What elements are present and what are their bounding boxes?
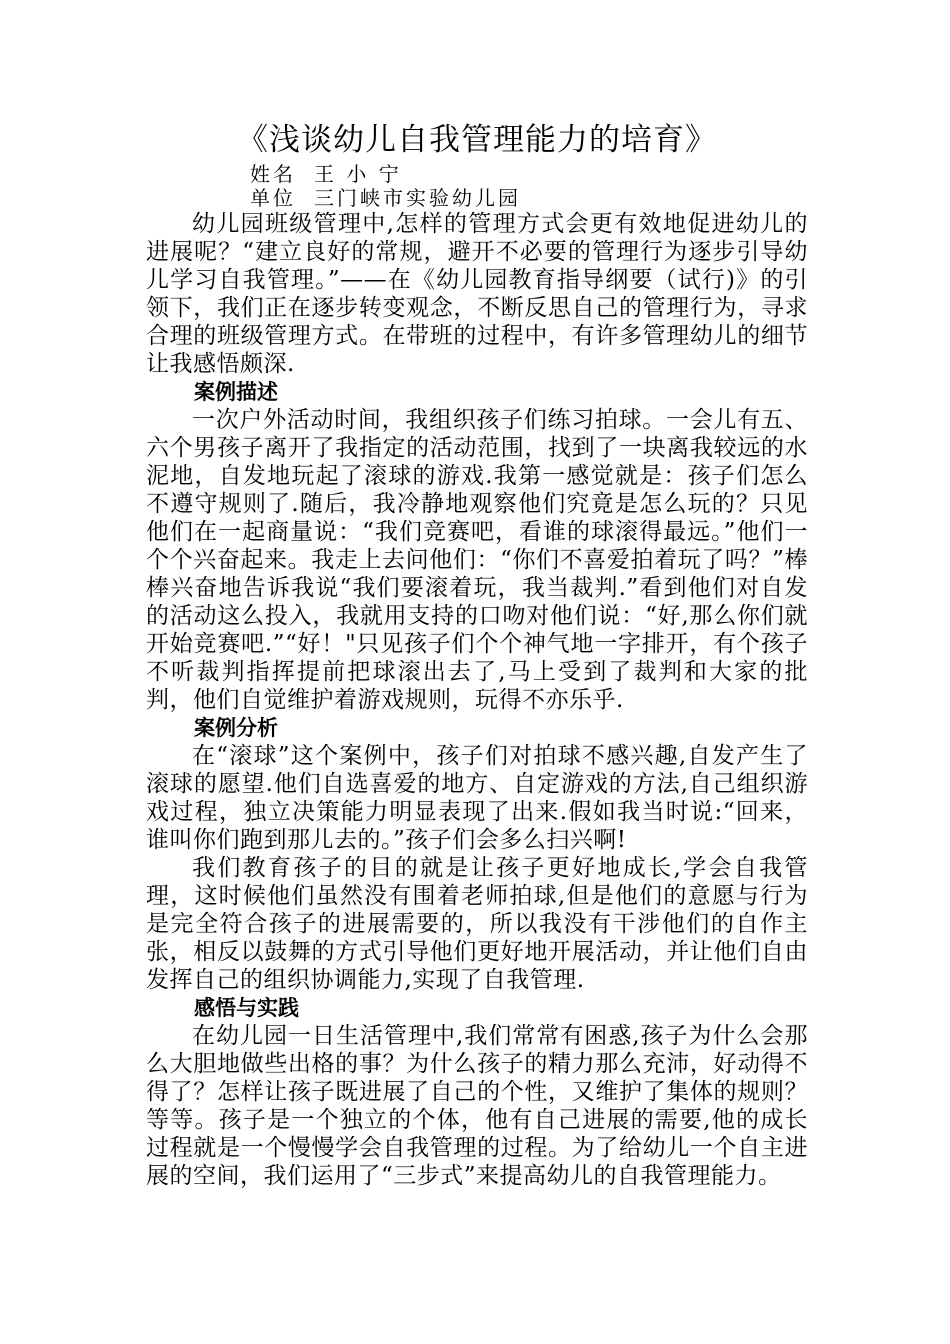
document-title: 《浅谈幼儿自我管理能力的培育》: [237, 122, 717, 158]
section-heading-case-analysis: 案例分析: [194, 716, 278, 740]
author-line: [146, 162, 808, 186]
intro-paragraph: 幼儿园班级管理中,怎样的管理方式会更有效地促进幼儿的进展呢？“建立良好的常规，避开不必要的管理行为逐步引导幼儿学习自我管理。”——在《幼儿园教育指导纲要（试行)》的引领下，我们正在逐步转变观念，不断反思自己的管理行为，寻求合理的班级管理方式。在带班的过程中，有许多管理幼儿的细节让我感悟颇深.: [146, 211, 808, 377]
unit-line: [146, 186, 808, 210]
unit-label: 单位: [250, 186, 296, 210]
author-name: 王 小 宁: [314, 162, 402, 186]
reflection-practice-paragraph: 在幼儿园一日生活管理中,我们常常有困惑,孩子为什么会那么大胆地做些出格的事？为什么孩子的精力那么充沛，好动得不得了？怎样让孩子既进展了自己的个性，又维护了集体的规则？等等。孩子是一个独立的个体，他有自己进展的需要,他的成长过程就是一个慢慢学会自我管理的过程。为了给幼儿一个自主进展的空间，我们运用了“三步式”来提高幼儿的自我管理能力。: [146, 1023, 808, 1189]
section-heading-reflection-practice: 感悟与实践: [194, 996, 299, 1020]
case-analysis-paragraph-1: 在“滚球”这个案例中，孩子们对拍球不感兴趣,自发产生了滚球的愿望.他们自选喜爱的地方、自定游戏的方法,自己组织游戏过程，独立决策能力明显表现了出来.假如我当时说:“回来，谁叫你们跑到那儿去的。”孩子们会多么扫兴啊!: [146, 743, 808, 853]
unit-name: 三门峡市实验幼儿园: [314, 186, 521, 210]
case-analysis-paragraph-2: 我们教育孩子的目的就是让孩子更好地成长,学会自我管理，这时候他们虽然没有围着老师拍球,但是他们的意愿与行为是完全符合孩子的进展需要的，所以我没有干涉他们的自作主张，相反以鼓舞的方式引导他们更好地开展活动，并让他们自由发挥自己的组织协调能力,实现了自我管理.: [146, 855, 808, 993]
section-heading-case-description: 案例描述: [194, 380, 278, 404]
author-label: 姓名: [250, 162, 296, 186]
case-description-paragraph: 一次户外活动时间，我组织孩子们练习拍球。一会儿有五、六个男孩子离开了我指定的活动范围，找到了一块离我较远的水泥地，自发地玩起了滚球的游戏.我第一感觉就是：孩子们怎么不遵守规则了.随后，我冷静地观察他们究竟是怎么玩的？只见他们在一起商量说：“我们竞赛吧，看谁的球滚得最远。”他们一个个兴奋起来。我走上去问他们：“你们不喜爱拍着玩了吗？”棒棒兴奋地告诉我说“我们要滚着玩，我当裁判.”看到他们对自发的活动这么投入，我就用支持的口吻对他们说：“好,那么你们就开始竞赛吧.”“好！"只见孩子们个个神气地一字排开，有个孩子不听裁判指挥提前把球滚出去了,马上受到了裁判和大家的批判，他们自觉维护着游戏规则，玩得不亦乐乎.: [146, 407, 808, 713]
document-page: [146, 118, 808, 1190]
